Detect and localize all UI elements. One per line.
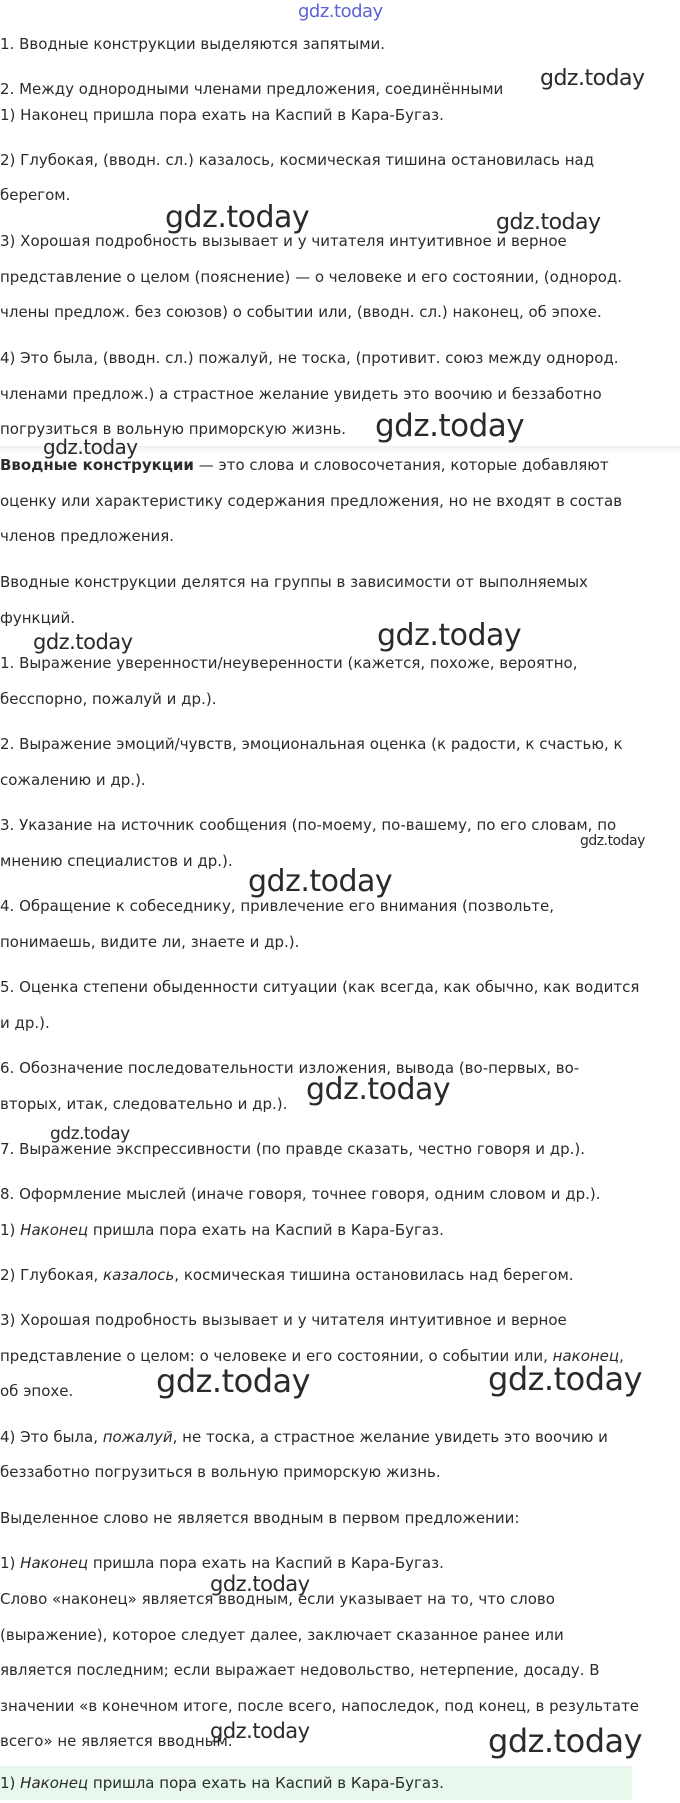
sentence-3-cont: члены предлож. без союзов) о событии или, (вводн. сл.) наконец, об эпохе. [0, 303, 602, 321]
watermark-logo: gdz.today [33, 630, 133, 654]
explanation-cont: (выражение), которое следует далее, заключает сказанное ранее или [0, 1626, 564, 1644]
watermark-logo: gdz.today [488, 1360, 643, 1398]
watermark-logo: gdz.today [210, 1572, 310, 1596]
explanation-cont: значении «в конечном итоге, после всего, напоследок, под конец, в результате [0, 1697, 640, 1715]
rule-line-1: 1. Вводные конструкции выделяются запятыми. [0, 35, 386, 53]
watermark-logo: gdz.today [375, 408, 525, 444]
sentence-4-cont: членами предлож.) а страстное желание увидеть это воочию и беззаботно [0, 385, 602, 403]
answer-sentence: 1) Наконец пришла пора ехать на Каспий в Кара-Бугаз. [0, 1554, 444, 1572]
example-3-cont: представление о целом: о человеке и его состоянии, о событии или, наконец, [0, 1347, 624, 1365]
term-bold: Вводные конструкции [0, 456, 194, 474]
section-divider [0, 446, 680, 454]
group-item-1: 1. Выражение уверенности/неуверенности (кажется, похоже, вероятно, [0, 654, 578, 672]
watermark-logo: gdz.today [306, 1072, 451, 1107]
sentence-2-cont: берегом. [0, 186, 71, 204]
group-item-5: 5. Оценка степени обыденности ситуации (как всегда, как обычно, как водится [0, 978, 640, 996]
explanation: Слово «наконец» является вводным, если указывает на то, что слово [0, 1590, 555, 1608]
watermark-logo: gdz.today [580, 833, 645, 849]
sentence-2: 2) Глубокая, (вводн. сл.) казалось, космическая тишина остановилась над [0, 151, 595, 169]
group-item-2: 2. Выражение эмоций/чувств, эмоциональная оценка (к радости, к счастью, к [0, 735, 623, 753]
groups-intro: Вводные конструкции делятся на группы в зависимости от выполняемых [0, 573, 588, 591]
example-4: 4) Это была, пожалуй, не тоска, а страстное желание увидеть это воочию и [0, 1428, 608, 1446]
sentence-4: 4) Это была, (вводн. сл.) пожалуй, не тоска, (противит. союз между однород. [0, 349, 619, 367]
example-2: 2) Глубокая, казалось, космическая тишина остановилась над берегом. [0, 1266, 574, 1284]
watermark-logo: gdz.today [210, 1719, 310, 1743]
watermark-logo: gdz.today [248, 864, 393, 899]
group-item-6-cont: вторых, итак, следовательно и др.). [0, 1095, 288, 1113]
group-item-4: 4. Обращение к собеседнику, привлечение его внимания (позвольте, [0, 897, 555, 915]
example-3: 3) Хорошая подробность вызывает и у читателя интуитивное и верное [0, 1311, 567, 1329]
watermark-logo: gdz.today [43, 435, 138, 459]
watermark-logo: gdz.today [298, 1, 383, 22]
watermark-logo: gdz.today [50, 1124, 130, 1144]
sentence-3-cont: представление о целом (пояснение) — о человеке и его состоянии, (однород. [0, 268, 623, 286]
group-item-3: 3. Указание на источник сообщения (по-моему, по-вашему, по его словам, по [0, 816, 617, 834]
explanation-cont: является последним; если выражает недовольство, нетерпение, досаду. В [0, 1661, 600, 1679]
group-item-8: 8. Оформление мыслей (иначе говоря, точнее говоря, одним словом и др.). [0, 1185, 601, 1203]
example-4-cont: беззаботно погрузиться в вольную приморскую жизнь. [0, 1463, 441, 1481]
definition-line: Вводные конструкции — это слова и словосочетания, которые добавляют [0, 456, 609, 474]
group-item-5-cont: и др.). [0, 1014, 50, 1032]
watermark-logo: gdz.today [496, 210, 601, 235]
explanation-cont: всего» не является вводным. [0, 1732, 233, 1750]
definition-cont: оценку или характеристику содержания предложения, но не входят в состав [0, 492, 623, 510]
sentence-3: 3) Хорошая подробность вызывает и у читателя интуитивное и верное [0, 232, 567, 250]
example-3-cont: об эпохе. [0, 1382, 74, 1400]
group-item-1-cont: бесспорно, пожалуй и др.). [0, 690, 217, 708]
group-item-4-cont: понимаешь, видите ли, знаете и др.). [0, 933, 300, 951]
definition-cont: членов предложения. [0, 527, 175, 545]
final-answer: 1) Наконец пришла пора ехать на Каспий в Кара-Бугаз. [0, 1774, 444, 1792]
example-1: 1) Наконец пришла пора ехать на Каспий в Кара-Бугаз. [0, 1221, 444, 1239]
rule-line-2: 2. Между однородными членами предложения, соединёнными [0, 80, 504, 98]
answer-intro: Выделенное слово не является вводным в первом предложении: [0, 1509, 520, 1527]
watermark-logo: gdz.today [540, 66, 645, 91]
watermark-logo: gdz.today [156, 1362, 311, 1400]
sentence-4-cont: погрузиться в вольную приморскую жизнь. [0, 420, 347, 438]
group-item-7: 7. Выражение экспрессивности (по правде сказать, честно говоря и др.). [0, 1140, 586, 1158]
watermark-logo: gdz.today [488, 1722, 643, 1760]
watermark-logo: gdz.today [165, 200, 310, 235]
group-item-3-cont: мнению специалистов и др.). [0, 852, 233, 870]
groups-intro-cont: функций. [0, 609, 76, 627]
sentence-1: 1) Наконец пришла пора ехать на Каспий в Кара-Бугаз. [0, 106, 444, 124]
watermark-logo: gdz.today [377, 618, 522, 653]
group-item-6: 6. Обозначение последовательности изложения, вывода (во-первых, во- [0, 1059, 580, 1077]
group-item-2-cont: сожалению и др.). [0, 771, 146, 789]
